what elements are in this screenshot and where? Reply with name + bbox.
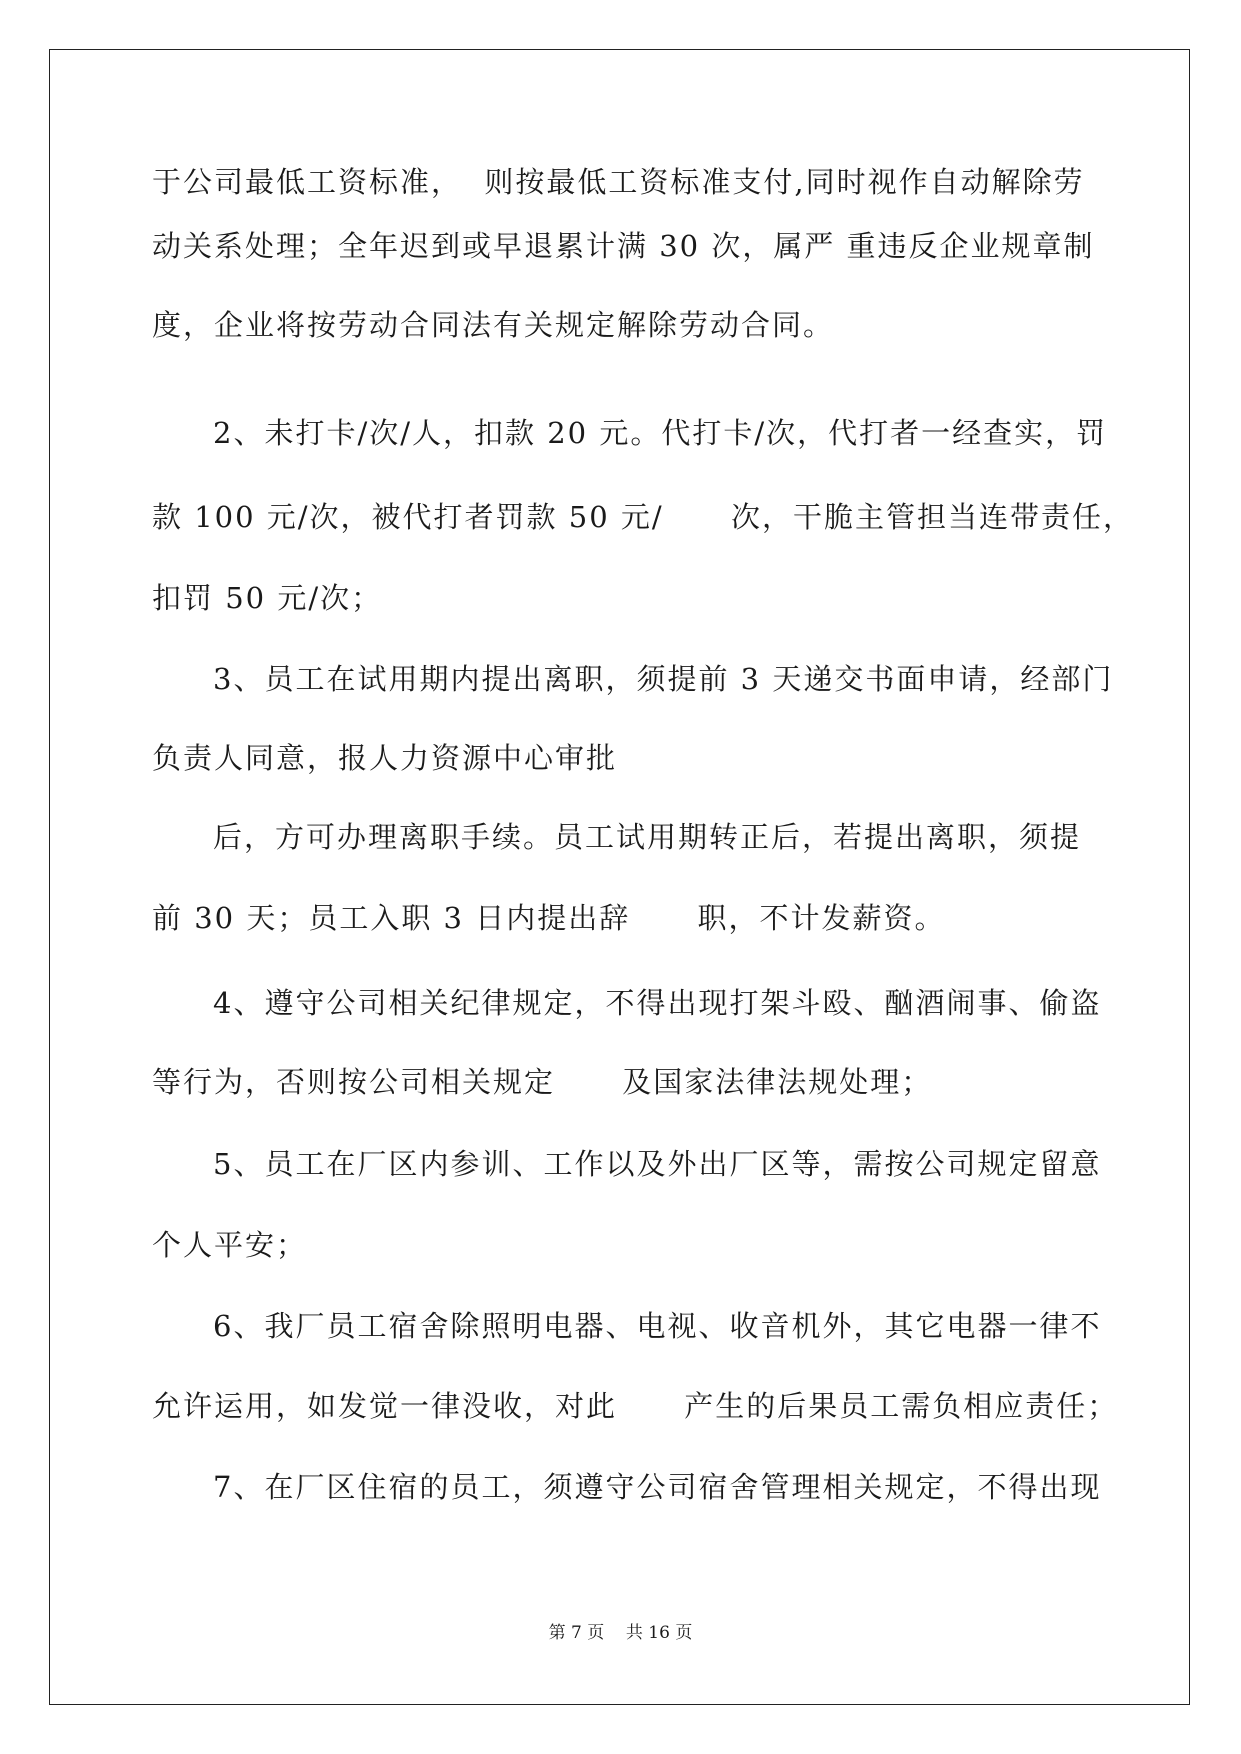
text-line: 于公司最低工资标准， 则按最低工资标准支付,同时视作自动解除劳 bbox=[152, 165, 1085, 199]
text-line: 5、员工在厂区内参训、工作以及外出厂区等，需按公司规定留意 bbox=[213, 1147, 1102, 1181]
text-line: 允许运用，如发觉一律没收，对此 产生的后果员工需负相应责任； bbox=[152, 1389, 1119, 1423]
text-line: 负责人同意，报人力资源中心审批 bbox=[152, 741, 618, 775]
text-line: 4、遵守公司相关纪律规定，不得出现打架斗殴、酗酒闹事、偷盗 bbox=[213, 986, 1102, 1020]
text-line: 3、员工在试用期内提出离职，须提前 3 天递交书面申请，经部门 bbox=[213, 662, 1114, 696]
text-line: 个人平安； bbox=[152, 1228, 308, 1262]
text-line: 2、未打卡/次/人，扣款 20 元。代打卡/次，代打者一经查实，罚 bbox=[213, 416, 1108, 450]
text-line: 后，方可办理离职手续。员工试用期转正后，若提出离职，须提 bbox=[213, 820, 1082, 854]
page-number-footer: 第 7 页 共 16 页 bbox=[548, 1623, 693, 1643]
text-line: 前 30 天；员工入职 3 日内提出辞 职，不计发薪资。 bbox=[152, 901, 946, 935]
text-line: 扣罚 50 元/次； bbox=[152, 581, 383, 615]
text-line: 7、在厂区住宿的员工，须遵守公司宿舍管理相关规定，不得出现 bbox=[213, 1470, 1102, 1504]
text-line: 款 100 元/次，被代打者罚款 50 元/ 次，干脆主管担当连带责任， bbox=[152, 500, 1134, 534]
text-line: 度，企业将按劳动合同法有关规定解除劳动合同。 bbox=[152, 308, 835, 342]
text-line: 动关系处理；全年迟到或早退累计满 30 次，属严 重违反企业规章制 bbox=[152, 229, 1095, 263]
text-line: 等行为，否则按公司相关规定 及国家法律法规处理； bbox=[152, 1065, 933, 1099]
text-line: 6、我厂员工宿舍除照明电器、电视、收音机外，其它电器一律不 bbox=[213, 1309, 1102, 1343]
page-border bbox=[49, 49, 1190, 1705]
